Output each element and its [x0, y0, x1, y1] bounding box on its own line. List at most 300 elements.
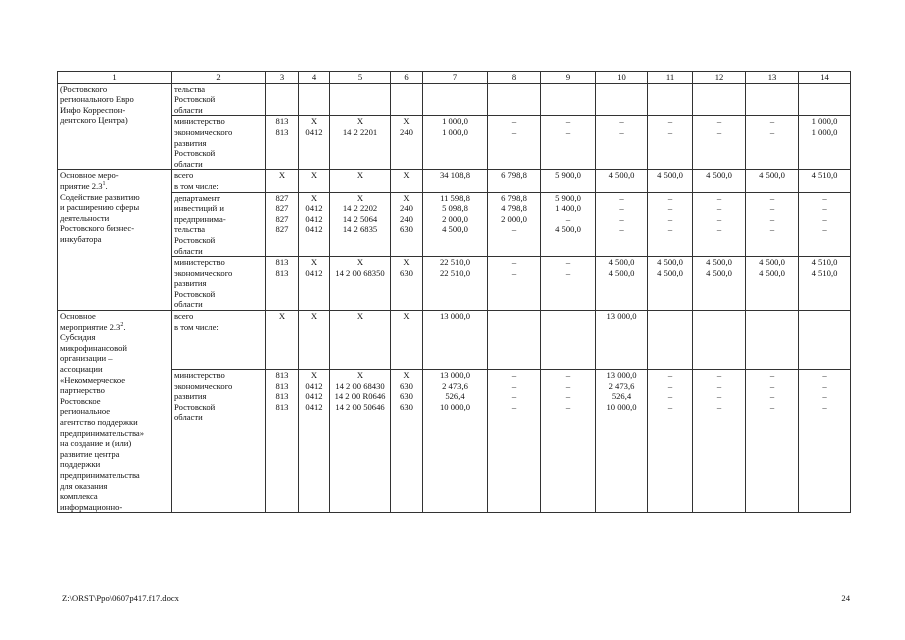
value-line: – [769, 126, 775, 137]
value-cell [596, 83, 648, 116]
value-cell [391, 170, 423, 192]
value-cell [746, 116, 799, 170]
value-cell [693, 192, 746, 257]
value-line: – [667, 380, 673, 391]
value-cell [799, 192, 851, 257]
value-line: – [511, 391, 517, 402]
value-line: 4 510,0 [811, 267, 838, 278]
executor-line: инвестиций и [174, 203, 224, 214]
value-line: 6 798,8 [501, 170, 527, 181]
value-line: – [769, 380, 775, 391]
value-cell [423, 116, 488, 170]
value-cell [596, 257, 648, 311]
activity-name-line: для оказания [60, 480, 108, 491]
value-line: 0412 [305, 391, 323, 402]
value-cell [299, 170, 330, 192]
executor-line: области [174, 412, 203, 423]
value-cell [648, 369, 693, 512]
value-line: 4 500,0 [608, 170, 635, 181]
value-line: X [278, 170, 286, 181]
activity-name-line: региональное [60, 406, 111, 417]
executor-line: экономического [174, 267, 233, 278]
value-line [799, 311, 850, 322]
activity-name-line: (Ростовского [60, 83, 108, 94]
value-line: 13 000,0 [439, 311, 471, 322]
value-line: 4 500,0 [608, 267, 635, 278]
value-line: 4 500,0 [657, 257, 683, 268]
value-line: 0412 [305, 380, 323, 391]
value-cell [488, 170, 541, 192]
value-line: – [565, 257, 571, 268]
value-line: – [716, 369, 722, 380]
value-cell [266, 170, 299, 192]
activity-name-line: и расширению сферы [60, 202, 140, 213]
value-cell [799, 83, 851, 116]
header-cell: 11 [648, 72, 693, 84]
activity-name-line: поддержки [60, 459, 101, 470]
activity-name-cell: Основное меро- приятие $2.3^1$. Содействие развитию и расширению сферы деятельности Ростовского бизнес- инкубатора [58, 170, 172, 311]
value-line: – [511, 401, 517, 412]
value-cell [488, 83, 541, 116]
value-line: – [822, 203, 827, 214]
value-line: 11 598,8 [440, 192, 470, 203]
value-line: – [511, 369, 517, 380]
value-cell [330, 311, 391, 370]
value-cell [266, 192, 299, 257]
header-cell: 3 [266, 72, 299, 84]
value-line: 813 [275, 391, 289, 402]
executor-line: предпринима- [174, 213, 226, 224]
executor-line: области [174, 158, 203, 169]
executor-line: министерство [174, 369, 225, 380]
executor-line: тельства [174, 224, 206, 235]
value-line: – [511, 257, 517, 268]
footnote-mark: 2 [120, 321, 124, 328]
value-line: – [716, 203, 722, 214]
value-cell [693, 257, 746, 311]
value-line: – [667, 126, 673, 137]
value-line [693, 311, 745, 322]
value-line: 1 000,0 [442, 116, 468, 127]
value-cell [391, 257, 423, 311]
executor-line: области [174, 245, 203, 256]
value-cell [596, 369, 648, 512]
value-line: 4 798,8 [501, 203, 527, 214]
value-line: 4 500,0 [759, 257, 785, 268]
value-line: 630 [400, 391, 413, 402]
value-line: – [822, 391, 827, 402]
value-cell [799, 116, 851, 170]
value-line: – [716, 192, 722, 203]
activity-name-line: «Некоммерческое [60, 374, 126, 385]
value-cell [746, 369, 799, 512]
header-cell: 9 [541, 72, 596, 84]
value-line: 630 [400, 224, 413, 235]
header-cell: 2 [172, 72, 266, 84]
value-line: X [403, 311, 410, 322]
value-line: X [356, 116, 364, 127]
header-cell: 4 [299, 72, 330, 84]
activity-name-line: дентского Центра) [60, 115, 128, 126]
value-line: 630 [400, 401, 413, 412]
executor-line: министерство [174, 116, 225, 127]
activity-name-line: на создание и (или) [60, 438, 132, 449]
value-line: – [716, 391, 722, 402]
value-line: 2 473,6 [608, 380, 635, 391]
value-cell [799, 369, 851, 512]
header-cell: 5 [330, 72, 391, 84]
executor-line: Ростовской [174, 401, 216, 412]
value-line: – [769, 192, 775, 203]
value-line: 827 [275, 192, 289, 203]
budget-table [57, 71, 851, 513]
value-cell [423, 170, 488, 192]
value-cell [648, 257, 693, 311]
value-cell [648, 192, 693, 257]
value-cell [799, 257, 851, 311]
value-line: X [403, 369, 410, 380]
executor-cell [172, 83, 266, 116]
activity-name-line: Инфо Корреспон- [60, 104, 126, 115]
value-line: 1 400,0 [555, 203, 581, 214]
value-line: – [565, 116, 571, 127]
value-line: 4 500,0 [657, 170, 683, 181]
value-line: 6 798,8 [501, 192, 527, 203]
value-line: – [716, 401, 722, 412]
value-line: – [619, 203, 624, 214]
value-line: X [278, 311, 286, 322]
value-cell [541, 311, 596, 370]
value-line: – [667, 192, 673, 203]
table-row [58, 311, 851, 370]
value-line: – [667, 116, 673, 127]
value-line: 13 000,0 [439, 369, 471, 380]
value-cell [299, 311, 330, 370]
value-line: 0412 [305, 126, 323, 137]
table-row [58, 369, 851, 512]
value-line: 2 000,0 [442, 213, 468, 224]
value-line: 14 2 2201 [342, 126, 378, 137]
value-line: – [769, 401, 775, 412]
value-cell [693, 311, 746, 370]
value-cell [299, 192, 330, 257]
activity-name-line: приятие 2.3 [60, 180, 103, 191]
value-line: X [356, 257, 364, 268]
value-line: 13 000,0 [606, 369, 637, 380]
value-line: 5 900,0 [555, 192, 581, 203]
executor-line: в том числе: [174, 180, 219, 191]
value-line: 240 [400, 203, 413, 214]
value-cell [391, 116, 423, 170]
header-cell: 12 [693, 72, 746, 84]
header-cell: 6 [391, 72, 423, 84]
value-cell [330, 170, 391, 192]
value-line: X [356, 192, 364, 203]
value-cell [541, 369, 596, 512]
footnote-mark: 1 [102, 181, 106, 188]
activity-name-line: Ростовское [60, 395, 101, 406]
value-cell [541, 116, 596, 170]
value-line: 4 500,0 [706, 170, 732, 181]
value-line: 2 000,0 [501, 213, 527, 224]
value-cell [693, 83, 746, 116]
value-cell [391, 369, 423, 512]
value-line: – [565, 126, 571, 137]
value-line: 2 473,6 [442, 380, 468, 391]
value-line: – [565, 213, 571, 224]
header-cell: 7 [423, 72, 488, 84]
value-line: – [769, 203, 775, 214]
activity-name-line: микрофинансовой [60, 342, 127, 353]
value-line: 630 [400, 380, 413, 391]
activity-name-line: Субсидия [60, 332, 96, 343]
activity-name-line: деятельности [60, 212, 110, 223]
value-line: 1 000,0 [811, 126, 838, 137]
value-line: 526,4 [611, 391, 632, 402]
value-line: X [356, 369, 364, 380]
value-line: 813 [275, 267, 289, 278]
value-line: 4 500,0 [555, 224, 581, 235]
executor-line: экономического [174, 380, 233, 391]
value-cell [648, 83, 693, 116]
value-cell [423, 257, 488, 311]
executor-line: развития [174, 278, 207, 289]
value-cell [541, 83, 596, 116]
value-cell [746, 311, 799, 370]
value-line: 4 500,0 [706, 267, 732, 278]
value-line: X [310, 170, 318, 181]
value-line: – [667, 369, 673, 380]
value-cell [693, 116, 746, 170]
activity-name-line: организации – [60, 353, 113, 364]
executor-line: всего [174, 170, 194, 181]
activity-name-line: агентство поддержки [60, 417, 138, 427]
activity-name-line: предпринимательства [60, 469, 140, 480]
value-line: 4 500,0 [657, 267, 683, 278]
value-line: – [822, 224, 827, 235]
value-cell [799, 311, 851, 370]
value-line: – [511, 126, 517, 137]
value-cell [488, 116, 541, 170]
value-cell [693, 170, 746, 192]
value-cell [299, 257, 330, 311]
value-cell [330, 369, 391, 512]
value-line: 0412 [305, 267, 323, 278]
value-line: 34 108,8 [439, 170, 471, 181]
value-cell [488, 192, 541, 257]
value-line: 630 [400, 267, 413, 278]
header-cell: 8 [488, 72, 541, 84]
activity-name-line: комплекса [60, 491, 98, 502]
value-line: 14 2 00 68350 [335, 267, 385, 278]
value-line: 813 [275, 369, 289, 380]
value-cell [541, 170, 596, 192]
activity-name-line: партнерство [60, 385, 105, 396]
executor-cell [172, 192, 266, 257]
value-cell [746, 170, 799, 192]
activity-name-line: Основное меро- [60, 170, 119, 181]
value-cell [488, 311, 541, 370]
value-line: 813 [275, 257, 289, 268]
header-cell: 14 [799, 72, 851, 84]
value-line: 813 [275, 116, 289, 127]
value-cell [596, 311, 648, 370]
activity-name-line: ассоциации [60, 364, 103, 375]
value-line: 0412 [305, 203, 323, 214]
value-line [488, 311, 540, 322]
value-line: – [619, 213, 624, 224]
value-line: 14 2 00 R0646 [334, 391, 386, 402]
value-cell [648, 311, 693, 370]
value-line: – [619, 116, 624, 127]
executor-cell [172, 116, 266, 170]
value-line: X [403, 192, 410, 203]
executor-line: Ростовской [174, 234, 216, 245]
value-line: 10 000,0 [606, 401, 637, 412]
executor-line: Ростовской [174, 288, 216, 299]
executor-line: Ростовской [174, 148, 216, 159]
value-cell [423, 83, 488, 116]
activity-name-cell [58, 83, 172, 170]
value-line: 0412 [305, 401, 323, 412]
header-cell: 10 [596, 72, 648, 84]
value-line: – [511, 224, 517, 235]
value-line: – [667, 224, 673, 235]
executor-line: тельства [174, 83, 206, 94]
value-line: – [769, 391, 775, 402]
value-cell [266, 83, 299, 116]
value-cell [330, 116, 391, 170]
value-cell [693, 369, 746, 512]
value-line: 1 000,0 [811, 116, 838, 127]
activity-name-line: Содействие развитию [60, 191, 140, 202]
value-line: – [667, 391, 673, 402]
value-line: – [565, 391, 571, 402]
value-line: – [769, 213, 775, 224]
value-line: – [822, 380, 827, 391]
executor-line: развития [174, 391, 207, 402]
footer-file-path: Z:\ORST\Ppo\0607p417.f17.docx [62, 593, 179, 603]
executor-line: Ростовской [174, 94, 216, 105]
value-cell [391, 83, 423, 116]
value-cell [391, 311, 423, 370]
header-cell: 1 [58, 72, 172, 84]
executor-cell [172, 257, 266, 311]
header-cell: 13 [746, 72, 799, 84]
value-line: 813 [275, 126, 289, 137]
value-line: – [716, 213, 722, 224]
value-cell [596, 116, 648, 170]
activity-name-line: информационно- [60, 501, 123, 512]
value-line: – [565, 369, 571, 380]
value-line: – [667, 213, 673, 224]
value-line: 14 2 2202 [342, 203, 378, 214]
value-line: 0412 [305, 213, 323, 224]
value-line: X [310, 116, 318, 127]
value-cell [266, 257, 299, 311]
value-cell [541, 192, 596, 257]
activity-name-line: регионального Евро [60, 94, 134, 105]
value-line: 5 900,0 [555, 170, 581, 181]
value-cell [299, 116, 330, 170]
table-row [58, 83, 851, 116]
value-line: 4 510,0 [811, 170, 838, 181]
value-cell [266, 116, 299, 170]
value-line: – [619, 126, 624, 137]
value-line: X [310, 257, 318, 268]
value-line: X [403, 257, 410, 268]
value-cell [299, 369, 330, 512]
table-row [58, 257, 851, 311]
value-line: – [565, 267, 571, 278]
value-line: 14 2 00 50646 [335, 401, 385, 412]
value-line: 813 [275, 380, 289, 391]
value-line: – [769, 116, 775, 127]
value-line: – [769, 369, 775, 380]
value-cell [746, 257, 799, 311]
value-cell [488, 369, 541, 512]
value-cell [799, 170, 851, 192]
table-row [58, 116, 851, 170]
value-cell [330, 83, 391, 116]
activity-name-line: инкубатора [60, 233, 102, 244]
value-line: 813 [275, 401, 289, 412]
activity-name-line: предпринимательства» [60, 427, 145, 438]
value-line: 240 [400, 126, 413, 137]
value-line: 4 500,0 [608, 257, 635, 268]
value-line: 240 [400, 213, 413, 224]
value-line: 22 510,0 [439, 257, 471, 268]
value-cell [330, 192, 391, 257]
value-line: – [619, 192, 624, 203]
value-line: – [511, 116, 517, 127]
value-line: X [356, 311, 364, 322]
value-cell [541, 257, 596, 311]
value-line: 14 2 5064 [342, 213, 378, 224]
value-line: 1 000,0 [442, 126, 468, 137]
value-cell [423, 192, 488, 257]
executor-line: развития [174, 137, 207, 148]
value-cell [596, 170, 648, 192]
value-line: – [716, 126, 722, 137]
executor-line: министерство [174, 257, 225, 268]
value-line: – [667, 203, 673, 214]
value-line: – [565, 380, 571, 391]
value-line: – [716, 224, 722, 235]
executor-line: всего [174, 311, 194, 322]
value-line: 4 500,0 [706, 257, 732, 268]
value-line: – [822, 369, 827, 380]
value-line: X [403, 116, 410, 127]
table-row [58, 192, 851, 257]
value-cell [391, 192, 423, 257]
value-line: 827 [275, 213, 289, 224]
activity-name-line: мероприятие 2.3 [60, 321, 121, 332]
value-line: X [403, 170, 410, 181]
value-line [648, 311, 692, 322]
value-line: – [716, 380, 722, 391]
value-line: 14 2 6835 [342, 224, 378, 235]
value-line: X [310, 369, 318, 380]
header-row [58, 72, 851, 84]
value-line [541, 311, 595, 322]
value-line: – [667, 401, 673, 412]
executor-cell [172, 170, 266, 192]
activity-name-line: развитие центра [60, 448, 120, 459]
value-line [746, 311, 798, 322]
executor-line: области [174, 299, 203, 310]
value-line: – [565, 401, 571, 412]
